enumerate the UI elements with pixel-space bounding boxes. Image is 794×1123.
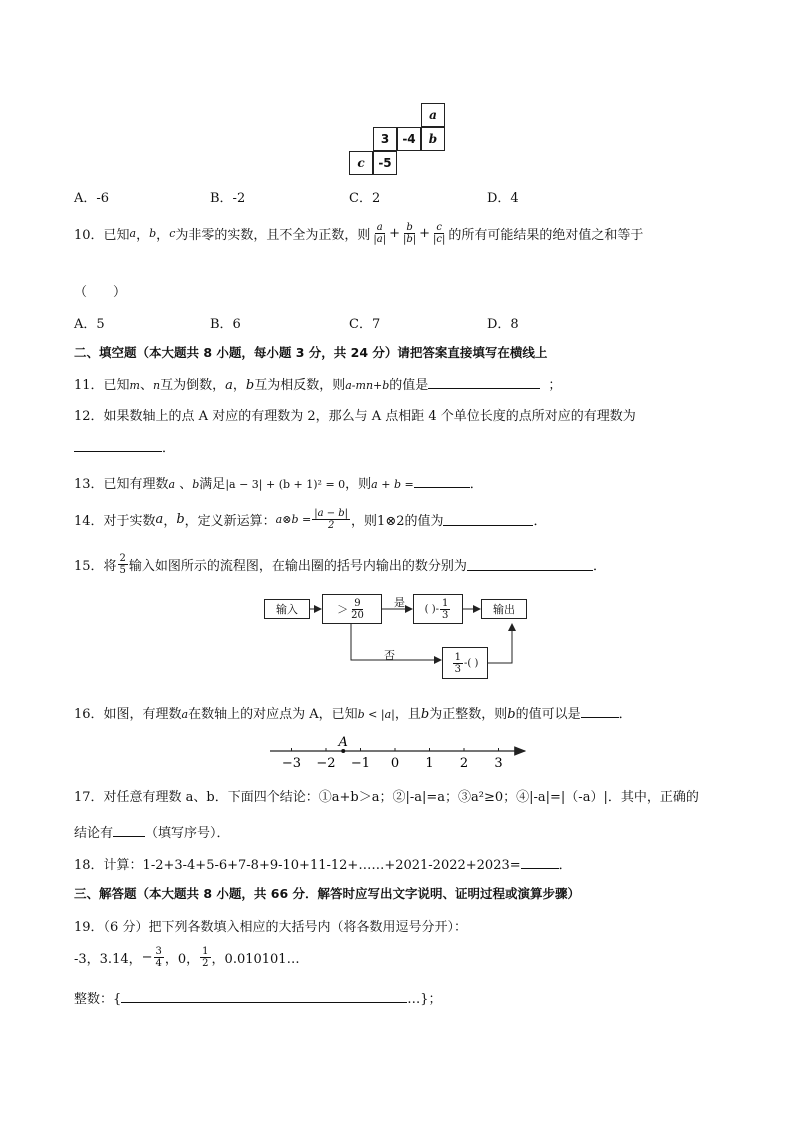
flow-output-box: 输出 bbox=[481, 599, 527, 619]
q14-fraction: $\frac{|a - b|}{2}$ bbox=[314, 508, 349, 531]
number-line-tick-label: 1 bbox=[425, 756, 434, 771]
q10-var-b: b bbox=[149, 227, 157, 240]
q18-answer-blank[interactable] bbox=[521, 856, 559, 869]
flow-no-label: 否 bbox=[384, 649, 395, 662]
number-line-tick-label: −1 bbox=[350, 756, 371, 771]
number-line-tick-label: −2 bbox=[316, 756, 336, 771]
q10-var-c: c bbox=[169, 227, 176, 240]
q9-option-c: C．2 bbox=[349, 191, 381, 206]
question-19-numbers: -3，3.14， − $\frac{3}{4}$ ，0， $\frac{1}{2}$ ，0.010101… bbox=[74, 946, 300, 969]
q10-sep: ， bbox=[136, 228, 150, 243]
q10-sep: ， bbox=[156, 228, 170, 243]
flow-op1-box: ( )- $\frac{1}{3}$ bbox=[413, 594, 463, 624]
q9-option-a: A．-6 bbox=[74, 191, 110, 206]
number-line-point-label: A bbox=[338, 735, 348, 750]
number-line-tick-label: 3 bbox=[494, 756, 503, 771]
flow-input-box: 输入 bbox=[264, 599, 310, 619]
net-cell-b: b bbox=[421, 127, 445, 151]
q10-frac-c: $\frac{c}{|c|}$ bbox=[433, 222, 446, 245]
q10-frac-b: $\frac{b}{|b|}$ bbox=[402, 222, 417, 245]
question-19-integers: 整数：{ …}； bbox=[74, 992, 442, 1007]
number-line-tick-label: 2 bbox=[459, 756, 469, 771]
question-10: 10．已知 a ， b ， c 为非零的实数，且不全为正数，则 $\frac{a}{|a|}$ + $\frac{b}{|b|}$ + $\frac{c}{|c|}$ 的所有可能结果的绝对值之和等于 bbox=[74, 222, 644, 245]
section-2-heading: 二、填空题（本大题共 8 小题，每小题 3 分，共 24 分）请把答案直接填写在横线上 bbox=[74, 345, 548, 360]
question-11: 11．已知m、n互为倒数，a，b互为相反数，则a-mn+b的值是 ； bbox=[74, 378, 562, 393]
question-17: 17．对任意有理数 a、b．下面四个结论：①a+b＞a；②|-a|=a；③a²≥0；④|-a|=|（-a）|．其中，正确的 bbox=[74, 790, 699, 805]
section-3-heading: 三、解答题（本大题共 8 小题，共 66 分．解答时应写出文字说明、证明过程或演算步骤） bbox=[74, 886, 581, 901]
question-17-line2: 结论有 （填写序号）． bbox=[74, 826, 230, 841]
question-19-title: 19．（6 分）把下列各数填入相应的大括号内（将各数用逗号分开）： bbox=[74, 920, 467, 935]
net-cell-neg5: -5 bbox=[373, 151, 397, 175]
q10-paren: （ ） bbox=[74, 285, 127, 300]
flow-op2-box: $\frac{1}{3}$ -( ) bbox=[442, 647, 488, 679]
flow-condition-box: ＞ $\frac{9}{20}$ bbox=[322, 594, 382, 624]
q10-suffix: 的所有可能结果的绝对值之和等于 bbox=[448, 228, 644, 243]
net-cell-a: a bbox=[421, 103, 445, 127]
q9-option-b: B．-2 bbox=[210, 191, 246, 206]
net-cell-c: c bbox=[349, 151, 373, 175]
q19-integer-blank[interactable] bbox=[121, 990, 407, 1003]
q10-option-b: B．6 bbox=[210, 317, 241, 332]
question-16: 16．如图，有理数a在数轴上的对应点为 A，已知b < |a|，且b为正整数，则b的值可以是 ． bbox=[74, 707, 632, 722]
q10-option-d: D．8 bbox=[487, 317, 519, 332]
net-cell-neg4: -4 bbox=[397, 127, 421, 151]
q17-answer-blank[interactable] bbox=[113, 824, 145, 837]
q10-option-a: A．5 bbox=[74, 317, 105, 332]
number-line-tick-label: −3 bbox=[281, 756, 302, 771]
question-15: 15．将 $\frac{2}{5}$ 输入如图所示的流程图，在输出圈的括号内输出的数分别为 ． bbox=[74, 553, 606, 576]
question-12-line2: ． bbox=[74, 437, 175, 456]
q10-mid: 为非零的实数，且不全为正数，则 bbox=[175, 228, 371, 243]
q9-option-d: D．4 bbox=[487, 191, 519, 206]
flow-yes-label: 是 bbox=[394, 596, 405, 609]
question-12: 12．如果数轴上的点 A 对应的有理数为 2，那么与 A 点相距 4 个单位长度的点所对应的有理数为 bbox=[74, 409, 636, 424]
question-18: 18．计算：1-2+3-4+5-6+7-8+9-10+11-12+……+2021-2022+2023= ． bbox=[74, 858, 572, 873]
net-cell-3: 3 bbox=[373, 127, 397, 151]
q10-option-c: C．7 bbox=[349, 317, 381, 332]
question-13: 13．已知有理数a 、b满足|a − 3| + (b + 1)² = 0，则a + b = ． bbox=[74, 477, 483, 492]
q10-var-a: a bbox=[129, 227, 137, 240]
question-14: 14．对于实数 a ， b ，定义新运算： a⊗b = $\frac{|a - b|}{2}$ ，则1⊗2的值为 ． bbox=[74, 508, 547, 531]
q10-prefix: 10．已知 bbox=[74, 228, 130, 243]
q15-fraction: $\frac{2}{5}$ bbox=[119, 553, 126, 576]
q10-frac-a: $\frac{a}{|a|}$ bbox=[373, 222, 387, 245]
number-line-tick-label: 0 bbox=[390, 756, 400, 771]
